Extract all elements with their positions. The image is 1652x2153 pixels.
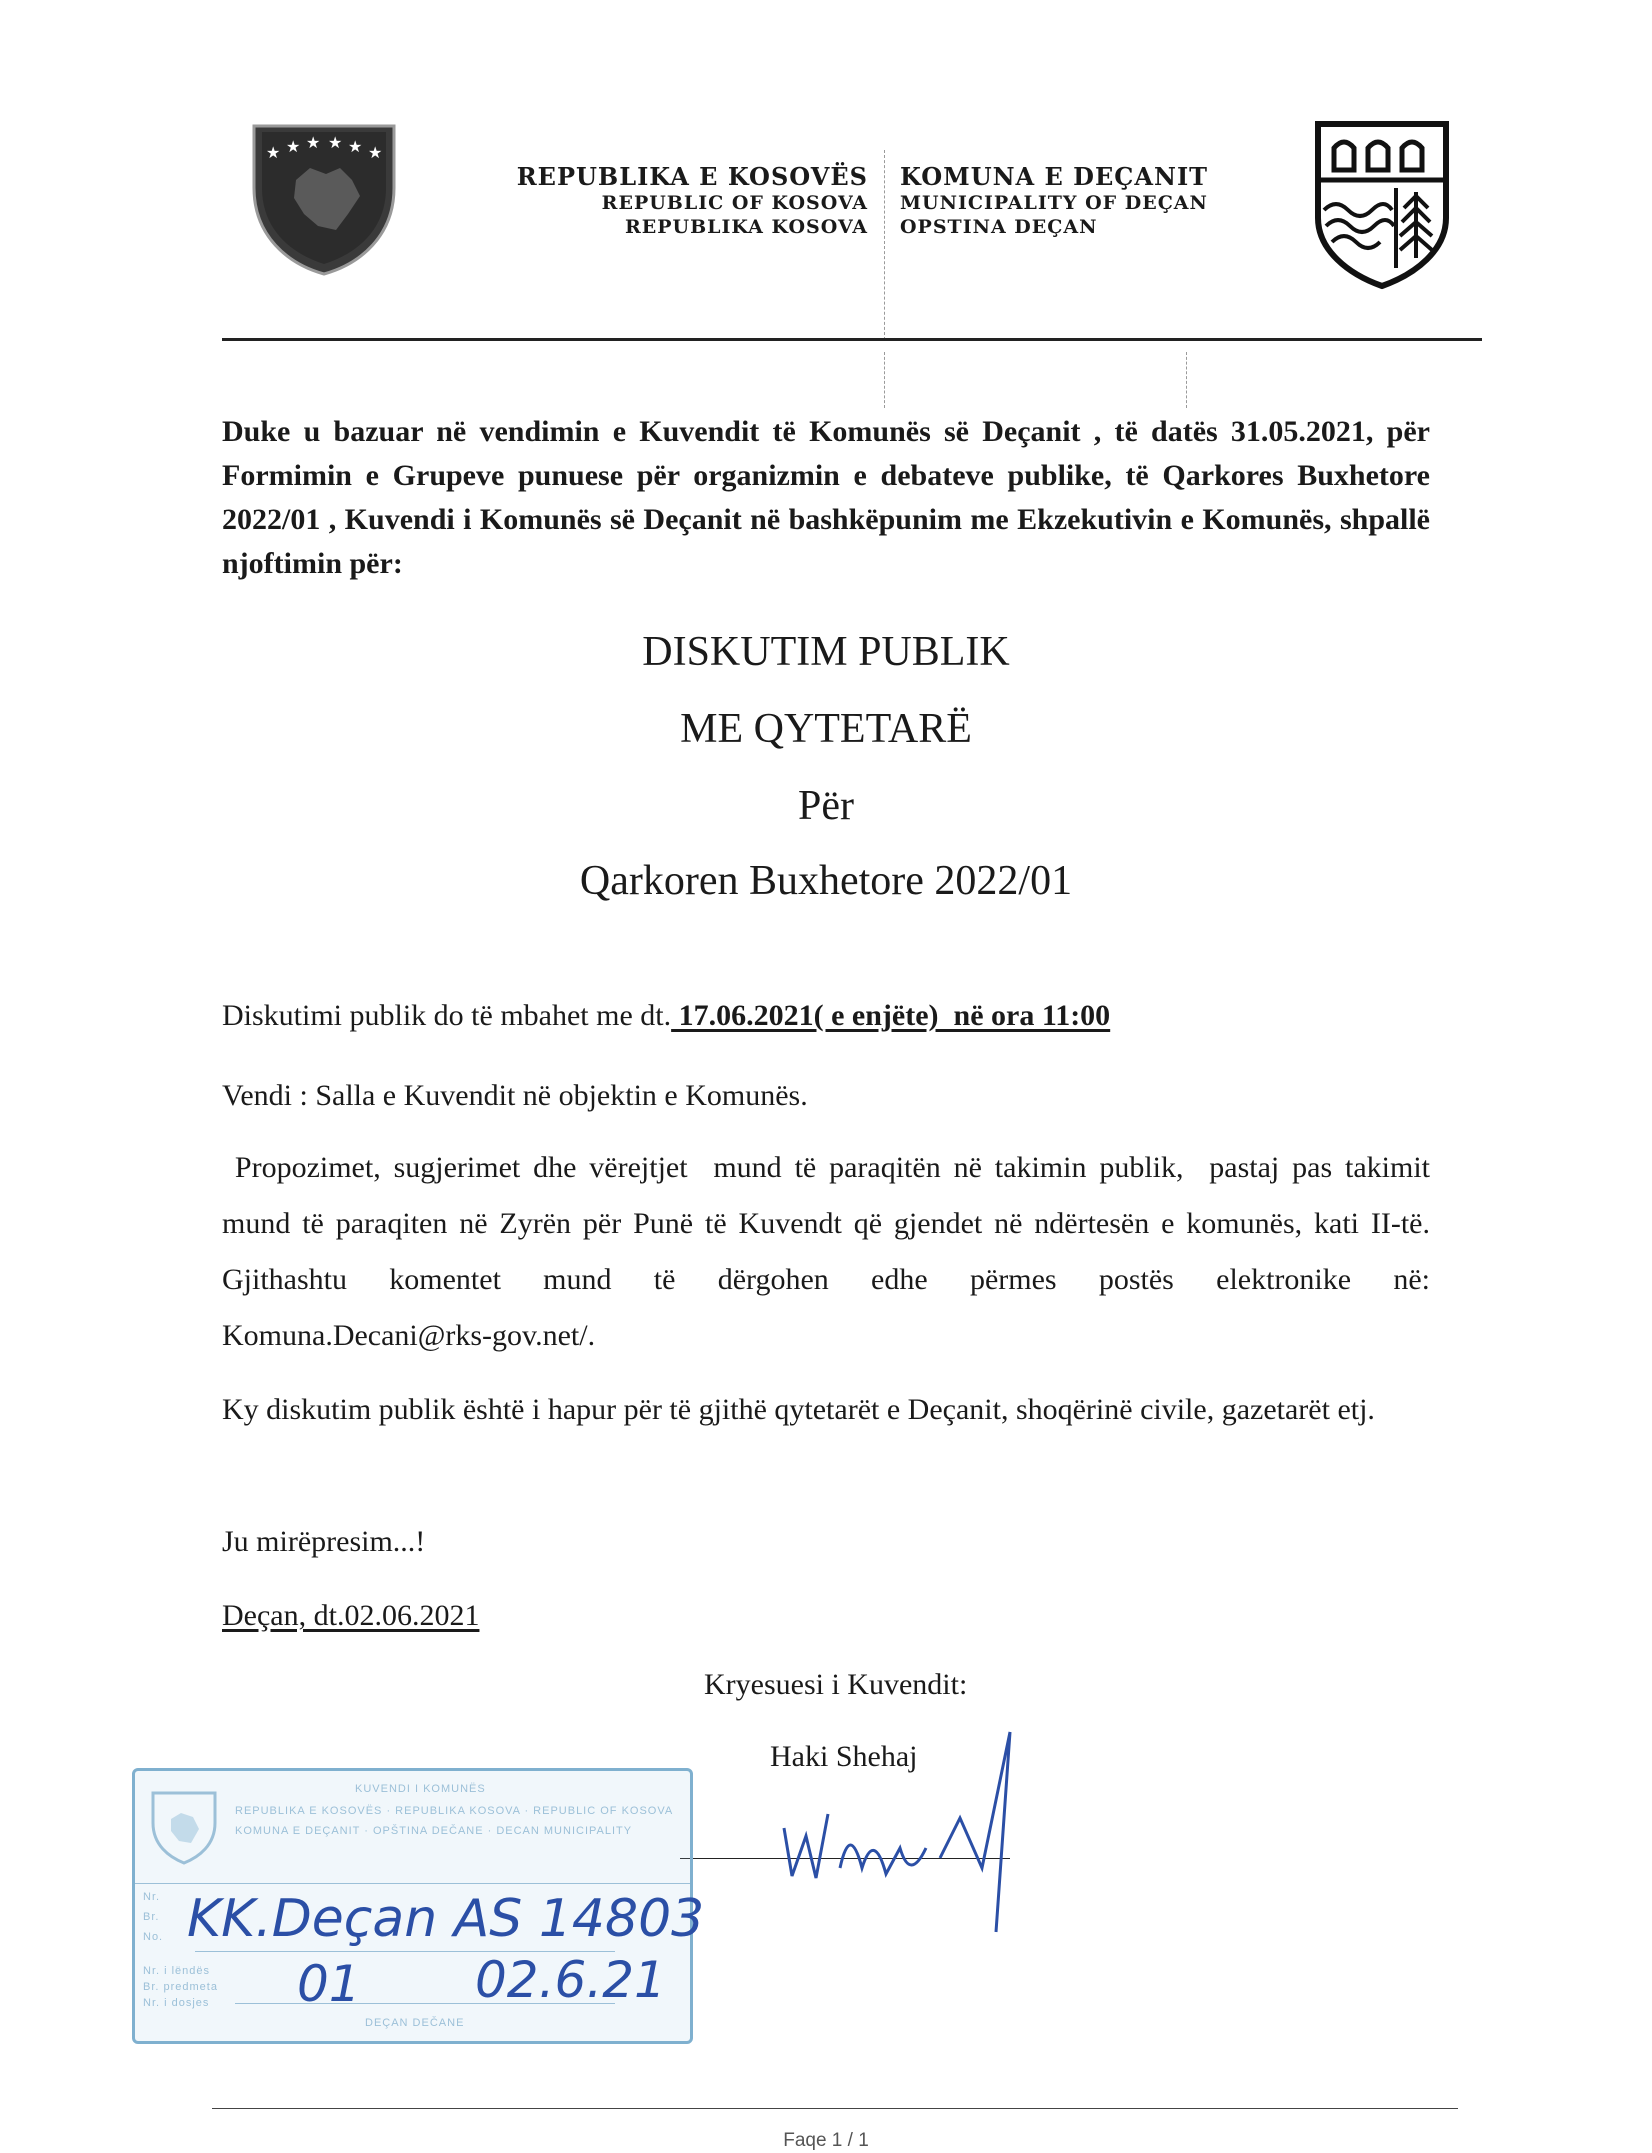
svg-text:★: ★: [328, 133, 343, 152]
page-number: Faqe 1 / 1: [783, 2130, 869, 2151]
footer-rule: [212, 2108, 1458, 2109]
venue: Vendi : Salla e Kuvendit në objektin e Komunës.: [222, 1079, 808, 1112]
title-line4: Qarkoren Buxhetore 2022/01: [579, 858, 1073, 904]
place-date: [222, 1588, 1430, 1644]
stamp-bottom: DEÇAN DEČANE: [365, 2017, 465, 2029]
title-line1: DISKUTIM PUBLIK: [642, 629, 1010, 675]
stamp-handwritten-date: 02.6.21: [475, 1951, 666, 2009]
header-left-line3: REPUBLIKA KOSOVA: [624, 216, 868, 238]
header-divider: [884, 150, 885, 340]
place-date-text: Deçan, dt.02.06.2021: [222, 1599, 480, 1632]
svg-text:★: ★: [368, 143, 383, 162]
stamp-label-case: Nr. i lëndës: [143, 1965, 211, 1977]
header-left-line1: REPUBLIKA E KOSOVËS: [516, 162, 868, 191]
stamp-label-file: Nr. i dosjes: [143, 1997, 210, 2009]
header-divider-mark-right: [1186, 352, 1187, 408]
stamp-top-line2: REPUBLIKA E KOSOVËS · REPUBLIKA KOSOVA · REPUBLIC OF KOSOVA: [235, 1805, 674, 1817]
proposals-paragraph: [222, 1140, 1430, 1364]
stamp-label-br: Br.: [143, 1911, 160, 1923]
stamp-label-case-sr: Br. predmeta: [143, 1981, 218, 1993]
stamp-top-line1: KUVENDI I KOMUNËS: [355, 1783, 486, 1795]
header-left: [340, 163, 868, 239]
schedule-datetime: 17.06.2021( e enjëte) në ora 11:00: [671, 999, 1111, 1032]
stamp-emblem-icon: [149, 1789, 219, 1865]
stamp-rule-top: [135, 1883, 690, 1884]
welcome: Ju mirëpresim...!: [222, 1525, 426, 1558]
signature-name: Haki Shehaj: [770, 1740, 918, 1773]
intro-paragraph: Duke u bazuar në vendimin e Kuvendit të Komunës së Deçanit , të datës 31.05.2021, për Formimin e Grupeve punuese për organizmin e debateve publike, të Qarkores Buxhetore 2022/01 , Kuvendi i Komunës së Deçanit në bashkëpunim me Ekzekutivin e Komunës, shpallë njoftimin për:: [222, 415, 1430, 580]
handwritten-signature: [770, 1718, 1040, 1938]
header-right-line3: OPSTINA DEÇAN: [900, 216, 1098, 238]
proposals-line3: Gjithashtu komentet mund të dërgohen edhe përmes postës elektronike në:: [222, 1263, 1430, 1296]
title-line3: Për: [798, 783, 854, 829]
header-rule: [222, 338, 1482, 341]
svg-text:★: ★: [348, 137, 363, 156]
stamp-handwritten-reference: KK.Deçan AS 14803: [187, 1889, 705, 1949]
proposals-email: Komuna.Decani@rks-gov.net/.: [222, 1319, 596, 1352]
header-right-line1: KOMUNA E DEÇANIT: [900, 162, 1209, 191]
header-divider-mark-left: [884, 352, 885, 408]
decan-coat-of-arms: [1312, 118, 1452, 290]
stamp-top-line3: KOMUNA E DEÇANIT · OPŠTINA DEČANE · DECAN MUNICIPALITY: [235, 1825, 633, 1837]
schedule-prefix: Diskutimi publik do të mbahet me dt.: [222, 999, 672, 1032]
header-right: [900, 163, 1320, 239]
open-to-paragraph: Ky diskutim publik është i hapur për të gjithë qytetarët e Deçanit, shoqërinë civile, gazetarët etj.: [222, 1393, 1375, 1426]
title-line2: ME QYTETARË: [680, 706, 972, 752]
svg-text:★: ★: [286, 137, 301, 156]
stamp-label-nr: Nr.: [143, 1891, 161, 1903]
proposals-line1: Propozimet, sugjerimet dhe vërejtjet mund të paraqitën në takimin publik, pastaj pas takimit: [222, 1151, 1430, 1184]
stamp-label-no: No.: [143, 1931, 164, 1943]
svg-text:★: ★: [306, 133, 321, 152]
registry-stamp: [132, 1768, 705, 2044]
header-left-line2: REPUBLIC OF KOSOVA: [601, 192, 868, 214]
schedule: [222, 988, 1430, 1044]
stamp-handwritten-number: 01: [297, 1955, 361, 2013]
signature-role: Kryesuesi i Kuvendit:: [704, 1668, 968, 1701]
header-right-line2: MUNICIPALITY OF DEÇAN: [900, 192, 1208, 214]
svg-text:★: ★: [266, 143, 281, 162]
proposals-line2: mund të paraqiten në Zyrën për Punë të Kuvendt që gjendet në ndërtesën e komunës, kati II-të.: [222, 1207, 1430, 1240]
